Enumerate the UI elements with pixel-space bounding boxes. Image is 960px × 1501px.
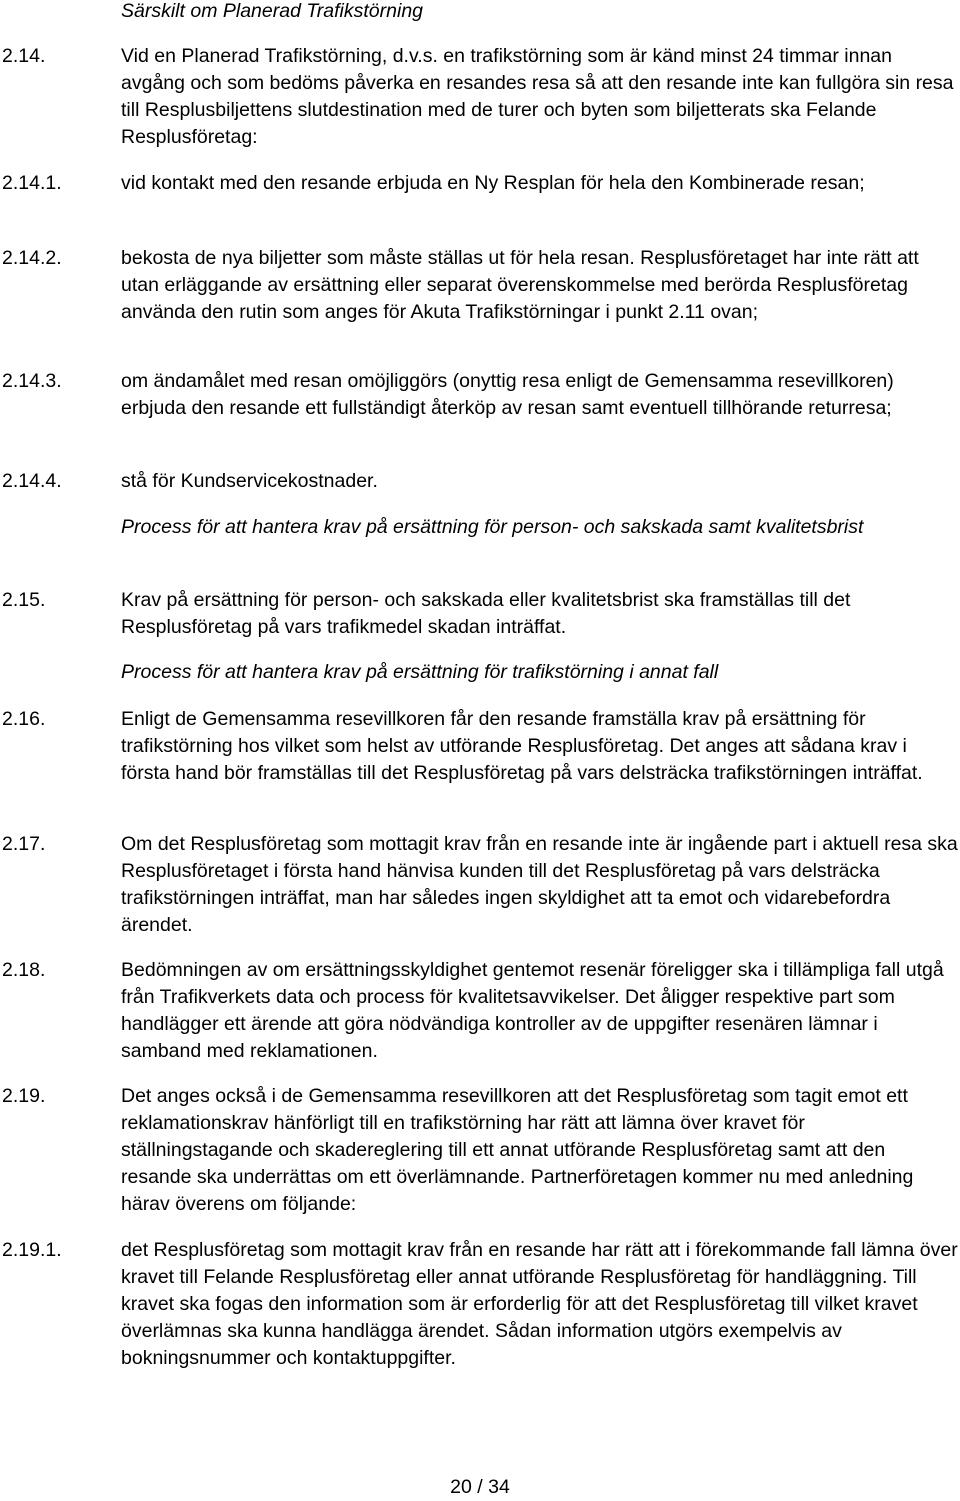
section-heading-personal-injury: Process för att hantera krav på ersättning för person- och sakskada samt kvalitetsbrist [121, 516, 864, 538]
paragraph-number: 2.14.2. [2, 247, 62, 269]
section-heading-other-disruption: Process för att hantera krav på ersättning för trafikstörning i annat fall [121, 661, 719, 683]
paragraph-text: Krav på ersättning för person- och sakskada eller kvalitetsbrist ska framställas till det Resplusföretag på vars trafikmedel skadan inträffat. [121, 589, 851, 638]
paragraph-number: 2.15. [2, 589, 46, 611]
paragraph-text: om ändamålet med resan omöjliggörs (onyttig resa enligt de Gemensamma resevillkoren) erbjuda den resande ett fullständigt återköp av resan samt eventuell tillhörande returresa; [121, 370, 894, 419]
paragraph-text: stå för Kundservicekostnader. [121, 470, 378, 492]
paragraph-number: 2.14.1. [2, 172, 62, 194]
paragraph-text: Om det Resplusföretag som mottagit krav från en resande inte är ingående part i aktuell resa ska Resplusföretaget i första hand hänvisa kunden till det Resplusföretag på vars delsträcka trafikstörningen inträffat, man har således ingen skyldighet att ta emot och vidarebefordra ärendet. [121, 833, 958, 936]
paragraph-text: Bedömningen av om ersättningsskyldighet gentemot resenär föreligger ska i tillämpliga fall utgå från Trafikverkets data och process för kvalitetsavvikelser. Det åligger respektive part som handlägger ett ärende att göra nödvändiga kontroller av de uppgifter resenären lämnar i samband med reklamationen. [121, 959, 944, 1062]
paragraph-text: vid kontakt med den resande erbjuda en Ny Resplan för hela den Kombinerade resan; [121, 172, 865, 194]
paragraph-number: 2.14. [2, 45, 46, 67]
page-number: 20 / 34 [450, 1476, 510, 1498]
paragraph-text: Enligt de Gemensamma resevillkoren får den resande framställa krav på ersättning för trafikstörning hos vilket som helst av utförande Resplusföretag. Det anges att sådana krav i första hand bör framställas till det Resplusföretag på vars delsträcka trafikstörningen inträffat. [121, 708, 923, 784]
paragraph-text: Vid en Planerad Trafikstörning, d.v.s. en trafikstörning som är känd minst 24 timmar innan avgång och som bedöms påverka en resandes resa så att den resande inte kan fullgöra sin resa till Resplusbiljettens slutdestination med de turer och byten som biljetterats ska Felande Resplusföretag: [121, 45, 954, 148]
paragraph-text: bekosta de nya biljetter som måste ställas ut för hela resan. Resplusföretaget har inte rätt att utan erläggande av ersättning eller separat överenskommelse med berörda Resplusföretag använda den rutin som anges för Akuta Trafikstörningar i punkt 2.11 ovan; [121, 247, 919, 323]
paragraph-number: 2.14.3. [2, 370, 62, 392]
paragraph-number: 2.19. [2, 1085, 46, 1107]
paragraph-text: det Resplusföretag som mottagit krav från en resande har rätt att i förekommande fall lämna över kravet till Felande Resplusföretag eller annat utförande Resplusföretag för handläggning. Till kravet ska fogas den information som är erforderlig för att det Resplusföretag till vilket kravet överlämnas ska kunna handlägga ärendet. Sådan information utgörs exempelvis av bokningsnummer och kontaktuppgifter. [121, 1239, 958, 1369]
paragraph-number: 2.19.1. [2, 1239, 62, 1261]
paragraph-number: 2.14.4. [2, 470, 62, 492]
section-heading-planned-disruption: Särskilt om Planerad Trafikstörning [121, 0, 424, 22]
paragraph-number: 2.18. [2, 959, 46, 981]
paragraph-number: 2.17. [2, 833, 46, 855]
paragraph-text: Det anges också i de Gemensamma resevillkoren att det Resplusföretag som tagit emot ett reklamationskrav hänförligt till en trafikstörning har rätt att lämna över kravet för ställningstagande och skadereglering till ett annat utförande Resplusföretag samt att den resande ska underrättas om ett överlämnande. Partnerföretagen kommer nu med anledning härav överens om följande: [121, 1085, 914, 1215]
paragraph-number: 2.16. [2, 708, 46, 730]
